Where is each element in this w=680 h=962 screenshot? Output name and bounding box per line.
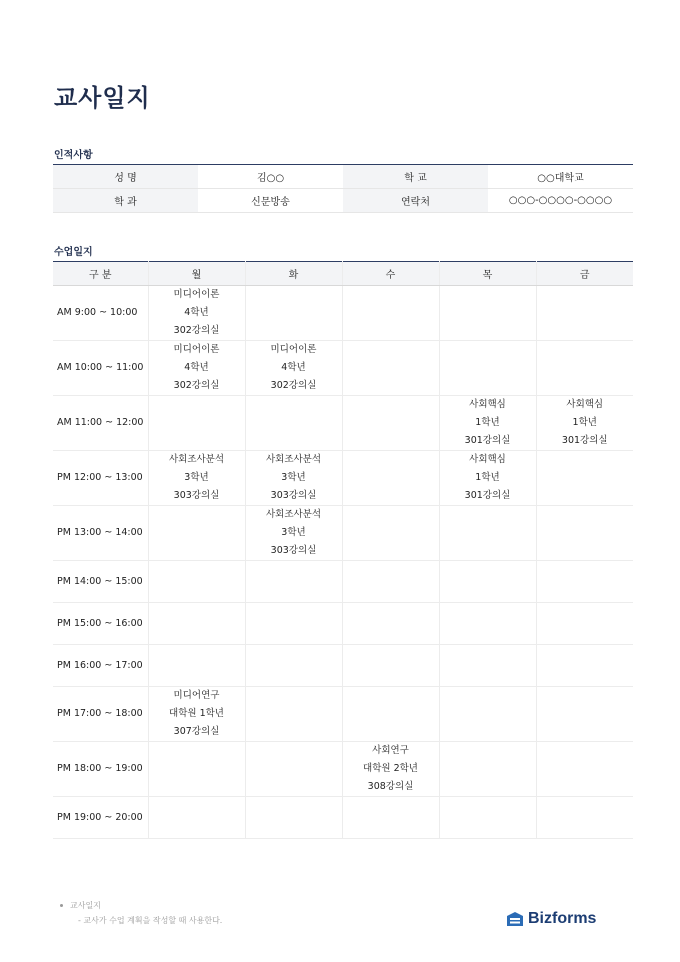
schedule-cell — [536, 797, 633, 839]
schedule-cell-line: 대학원 1학년 — [169, 708, 224, 719]
schedule-row — [53, 687, 633, 742]
footer-note-text: - 교사가 수업 계획을 작성할 때 사용한다. — [78, 916, 223, 925]
schedule-cell — [245, 396, 342, 451]
info-label: 성 명 — [53, 165, 198, 189]
schedule-cell — [342, 286, 439, 341]
schedule-cell — [245, 742, 342, 797]
info-label: 학 과 — [53, 189, 198, 213]
schedule-cell — [245, 797, 342, 839]
time-slot-label: PM 15:00 ~ 16:00 — [53, 603, 148, 645]
bizforms-logo-icon — [506, 911, 524, 927]
schedule-cell-line: 사회핵심 — [566, 399, 604, 410]
schedule-row — [53, 645, 633, 687]
schedule-cell-line: 미디어이론 — [173, 344, 220, 355]
schedule-row — [53, 506, 633, 561]
schedule-cell — [536, 341, 633, 396]
schedule-cell-line: 미디어연구 — [173, 690, 220, 701]
info-label: 연락처 — [343, 189, 488, 213]
schedule-row — [53, 603, 633, 645]
schedule-cell-line: 302강의실 — [173, 380, 220, 391]
personal-info-table — [53, 164, 633, 213]
schedule-cell-line: 301강의실 — [464, 435, 511, 446]
schedule-cell-line: 1학년 — [572, 417, 597, 428]
time-slot-label: PM 14:00 ~ 15:00 — [53, 561, 148, 603]
schedule-cell — [148, 286, 245, 341]
schedule-cell — [536, 687, 633, 742]
schedule-row — [53, 451, 633, 506]
schedule-cell — [439, 341, 536, 396]
schedule-cell — [148, 742, 245, 797]
schedule-cell — [439, 561, 536, 603]
schedule-cell-line: 308강의실 — [367, 781, 414, 792]
schedule-cell-line: 3학년 — [281, 527, 306, 538]
schedule-cell-line: 4학년 — [281, 362, 306, 373]
schedule-cell — [245, 506, 342, 561]
day-column-header: 화 — [245, 262, 342, 286]
info-value: ○○○-○○○○-○○○○ — [488, 189, 633, 213]
schedule-row — [53, 341, 633, 396]
schedule-cell-line: 301강의실 — [464, 490, 511, 501]
schedule-cell — [536, 645, 633, 687]
schedule-cell — [342, 687, 439, 742]
schedule-cell-line: 3학년 — [184, 472, 209, 483]
schedule-cell-line: 303강의실 — [173, 490, 220, 501]
day-column-header: 수 — [342, 262, 439, 286]
schedule-row — [53, 797, 633, 839]
schedule-cell-line: 사회연구 — [372, 745, 409, 756]
bizforms-logo — [506, 910, 596, 928]
class-log-section-title: 수업일지 — [54, 247, 93, 258]
schedule-cell — [245, 645, 342, 687]
schedule-row — [53, 396, 633, 451]
bizforms-logo-text: Bizforms — [528, 910, 597, 927]
schedule-cell-line: 4학년 — [184, 307, 209, 318]
schedule-cell-line: 303강의실 — [270, 490, 317, 501]
time-slot-label: AM 9:00 ~ 10:00 — [53, 286, 148, 341]
schedule-cell — [439, 797, 536, 839]
schedule-cell-line: 미디어이론 — [270, 344, 317, 355]
day-column-header: 월 — [148, 262, 245, 286]
schedule-cell — [439, 506, 536, 561]
schedule-cell — [148, 561, 245, 603]
schedule-cell-line: 307강의실 — [173, 726, 220, 737]
schedule-cell — [342, 561, 439, 603]
schedule-cell — [148, 451, 245, 506]
schedule-row — [53, 742, 633, 797]
footer-note-title — [60, 900, 101, 911]
class-schedule-table — [53, 261, 633, 839]
time-slot-label: PM 16:00 ~ 17:00 — [53, 645, 148, 687]
schedule-cell-line: 미디어이론 — [173, 289, 220, 300]
schedule-cell-line: 사회조사분석 — [168, 454, 225, 465]
schedule-cell — [148, 396, 245, 451]
time-slot-label: PM 13:00 ~ 14:00 — [53, 506, 148, 561]
day-column-header: 목 — [439, 262, 536, 286]
schedule-cell — [148, 687, 245, 742]
schedule-cell — [148, 341, 245, 396]
info-label: 학 교 — [343, 165, 488, 189]
info-row — [53, 165, 633, 189]
schedule-cell — [342, 645, 439, 687]
schedule-cell-line: 사회조사분석 — [265, 454, 322, 465]
schedule-cell — [439, 451, 536, 506]
schedule-cell — [148, 603, 245, 645]
schedule-cell — [536, 506, 633, 561]
footer-note-title-text: 교사일지 — [70, 901, 101, 910]
schedule-cell-line: 4학년 — [184, 362, 209, 373]
schedule-cell — [148, 506, 245, 561]
time-slot-label: PM 18:00 ~ 19:00 — [53, 742, 148, 797]
time-slot-label: PM 19:00 ~ 20:00 — [53, 797, 148, 839]
schedule-cell-line: 1학년 — [475, 472, 500, 483]
schedule-row — [53, 286, 633, 341]
schedule-cell — [342, 396, 439, 451]
schedule-cell — [439, 603, 536, 645]
schedule-cell — [536, 603, 633, 645]
schedule-cell — [439, 396, 536, 451]
schedule-cell — [342, 451, 439, 506]
schedule-cell — [439, 742, 536, 797]
schedule-cell — [536, 451, 633, 506]
schedule-cell — [342, 797, 439, 839]
schedule-cell — [439, 645, 536, 687]
time-slot-label: AM 11:00 ~ 12:00 — [53, 396, 148, 451]
schedule-cell — [148, 797, 245, 839]
schedule-cell-line: 302강의실 — [173, 325, 220, 336]
info-value: 김○○ — [198, 165, 343, 189]
schedule-cell — [245, 286, 342, 341]
schedule-cell-line: 사회조사분석 — [265, 509, 322, 520]
schedule-cell-line: 301강의실 — [561, 435, 608, 446]
schedule-cell — [245, 603, 342, 645]
schedule-cell — [536, 561, 633, 603]
time-slot-label: PM 12:00 ~ 13:00 — [53, 451, 148, 506]
schedule-cell — [342, 341, 439, 396]
schedule-cell — [536, 742, 633, 797]
time-slot-label: AM 10:00 ~ 11:00 — [53, 341, 148, 396]
schedule-cell — [536, 396, 633, 451]
schedule-cell-line: 대학원 2학년 — [363, 763, 418, 774]
schedule-cell — [245, 561, 342, 603]
time-slot-label: PM 17:00 ~ 18:00 — [53, 687, 148, 742]
schedule-cell — [342, 506, 439, 561]
schedule-cell — [342, 603, 439, 645]
schedule-cell-line: 302강의실 — [270, 380, 317, 391]
schedule-cell-line: 303강의실 — [270, 545, 317, 556]
schedule-cell-line: 3학년 — [281, 472, 306, 483]
schedule-cell — [439, 687, 536, 742]
schedule-cell-line: 사회핵심 — [469, 399, 506, 410]
day-column-header: 금 — [536, 262, 633, 286]
time-column-header: 구 분 — [53, 262, 148, 286]
schedule-cell — [245, 451, 342, 506]
schedule-cell — [245, 341, 342, 396]
schedule-cell — [439, 286, 536, 341]
schedule-cell-line: 사회핵심 — [469, 454, 506, 465]
schedule-cell — [342, 742, 439, 797]
bullet-icon — [60, 904, 63, 907]
schedule-cell — [245, 687, 342, 742]
info-row — [53, 189, 633, 213]
schedule-cell — [536, 286, 633, 341]
info-value: 신문방송 — [198, 189, 343, 213]
document-title: 교사일지 — [54, 84, 151, 112]
info-value: ○○대학교 — [488, 165, 633, 189]
schedule-cell-line: 1학년 — [475, 417, 500, 428]
personal-info-section-title: 인적사항 — [54, 150, 93, 161]
schedule-cell — [148, 645, 245, 687]
schedule-row — [53, 561, 633, 603]
